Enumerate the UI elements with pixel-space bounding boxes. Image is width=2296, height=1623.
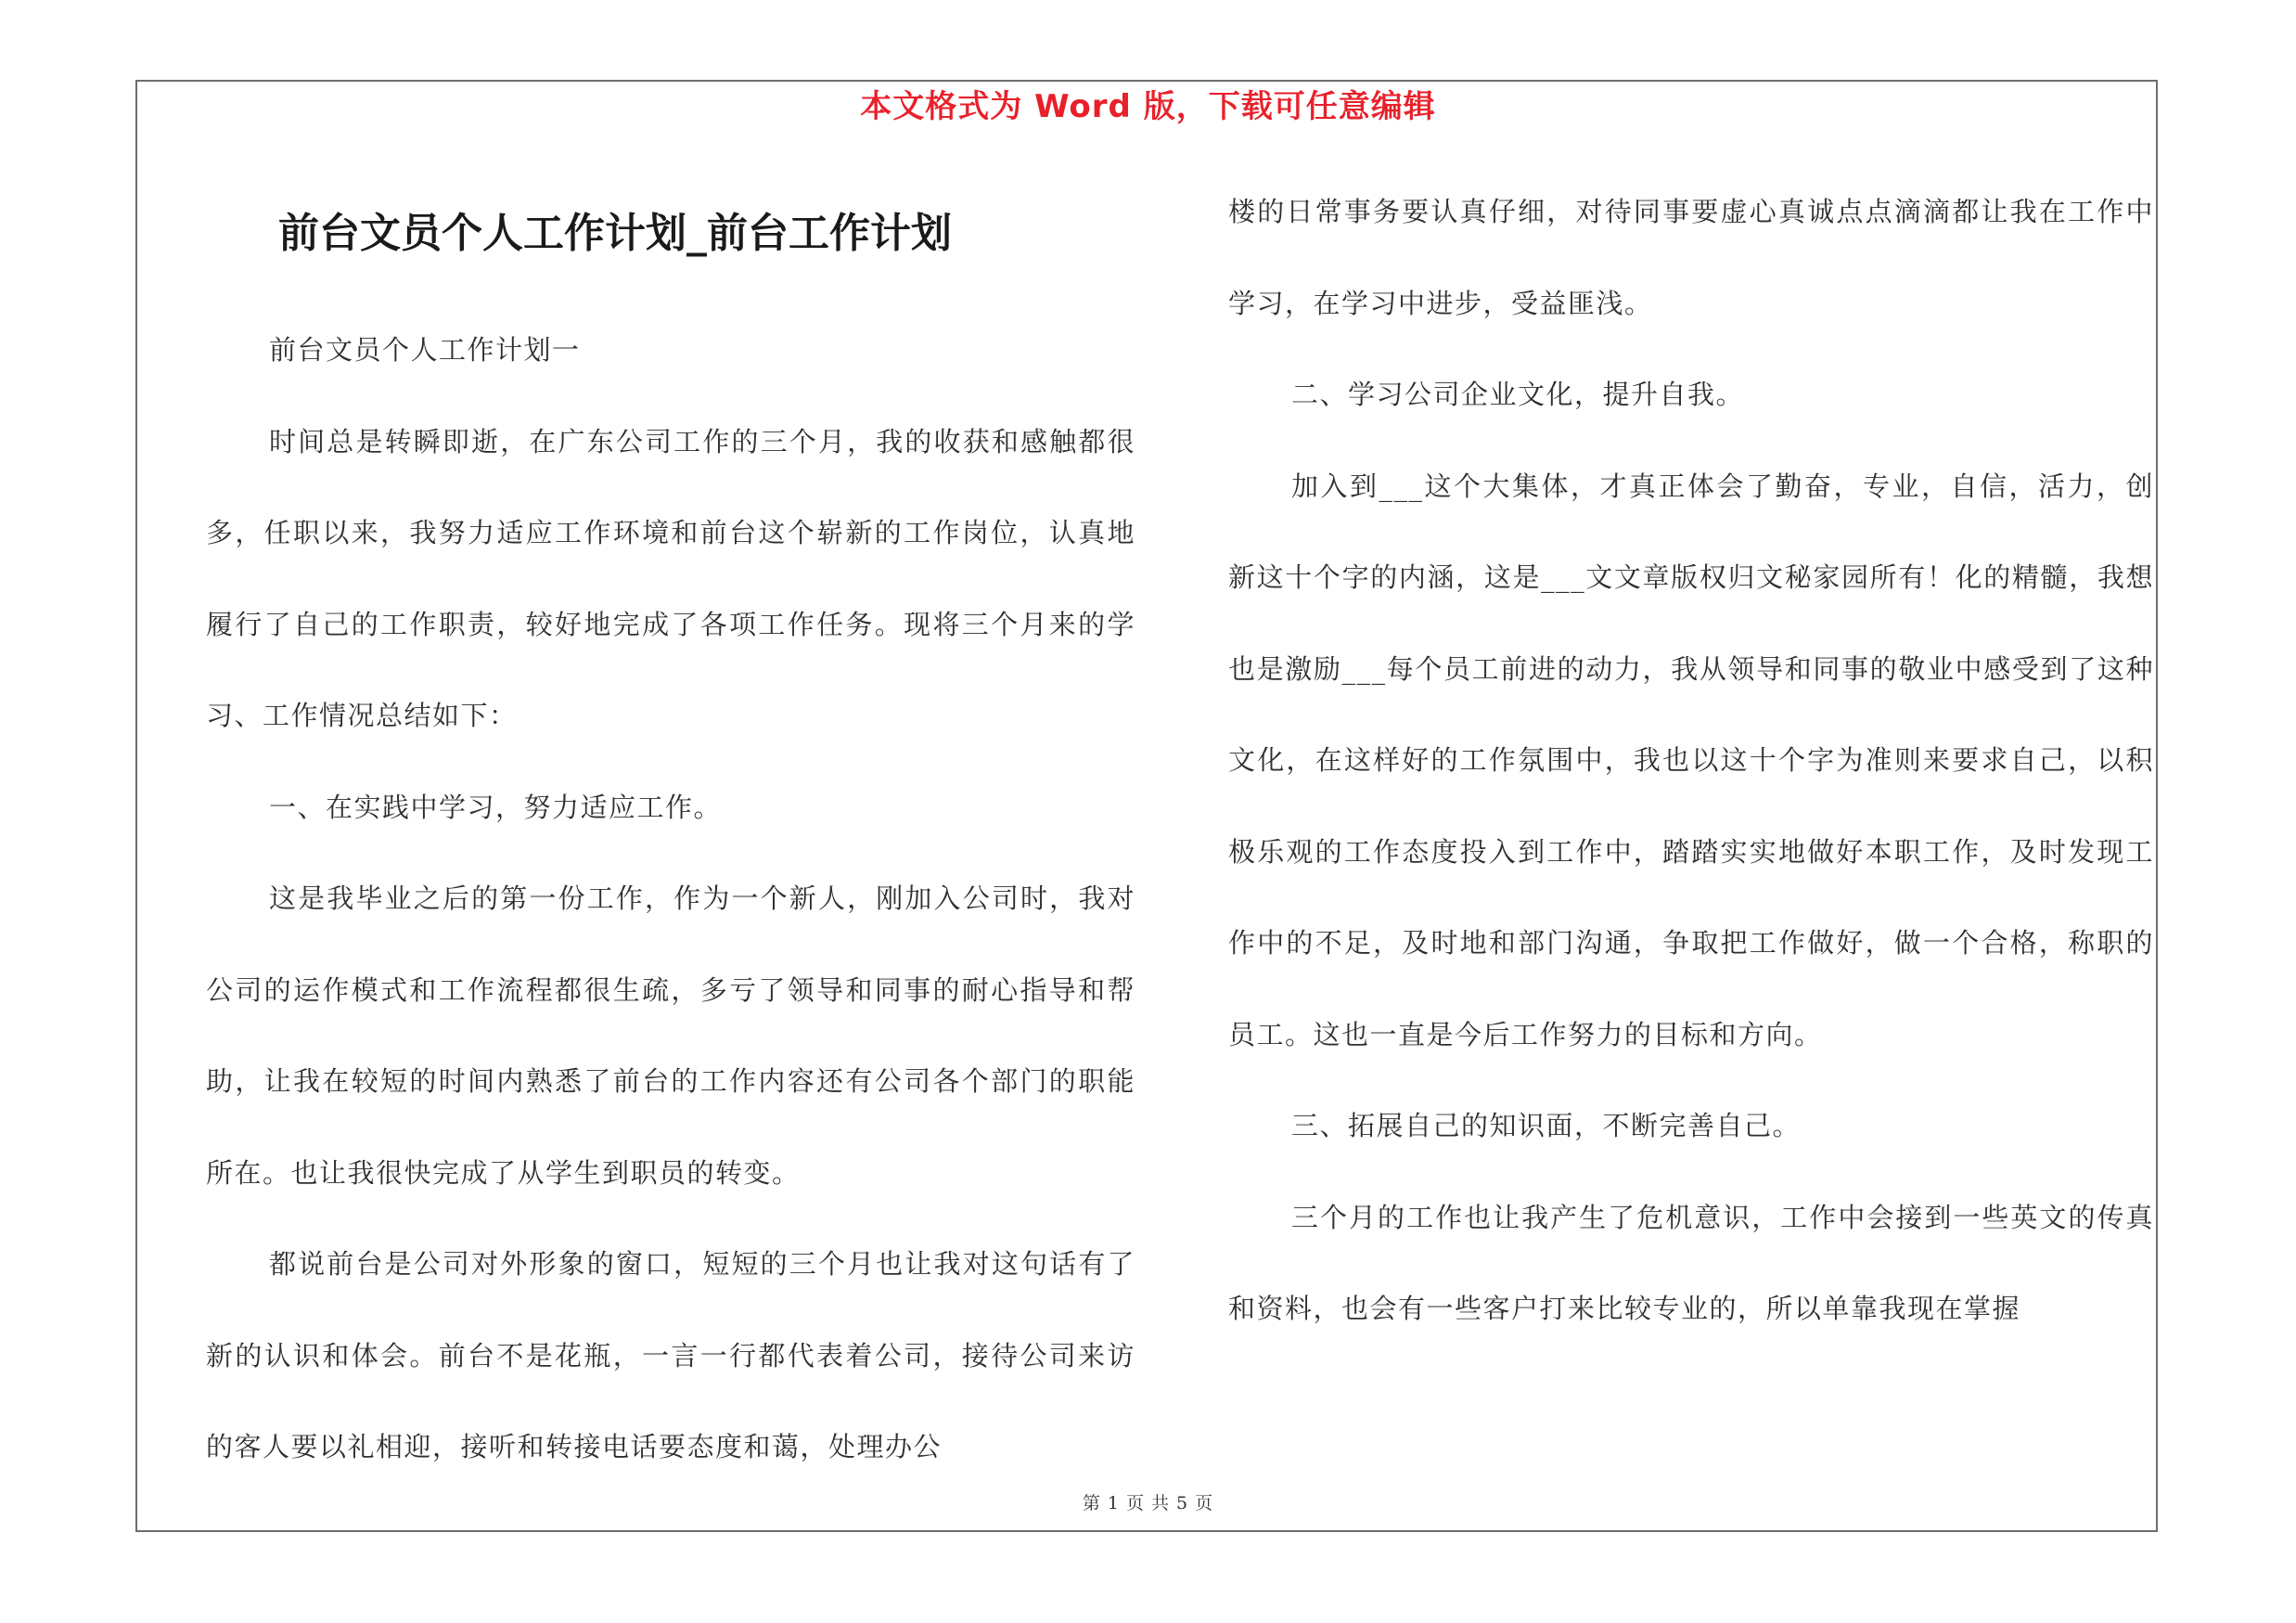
paragraph: 时间总是转瞬即逝，在广东公司工作的三个月，我的收获和感触都很多，任职以来，我努力适应工作环境和前台这个崭新的工作岗位，认真地履行了自己的工作职责，较好地完成了各项工作任务。现将三个月来的学习、工作情况总结如下： bbox=[206, 425, 1135, 731]
paragraph: 三、拓展自己的知识面，不断完善自己。 bbox=[1291, 1110, 1802, 1141]
right-column bbox=[1228, 166, 2154, 1355]
paragraph: 都说前台是公司对外形象的窗口，短短的三个月也让我对这句话有了新的认识和体会。前台不是花瓶，一言一行都代表着公司，接待公司来访的客人要以礼相迎，接听和转接电话要态度和蔼，处理办公 bbox=[206, 1248, 1135, 1462]
paragraph-continued: 楼的日常事务要认真仔细，对待同事要虚心真诚点点滴滴都让我在工作中学习，在学习中进步，受益匪浅。 bbox=[1228, 196, 2154, 319]
page-footer: 第 1 页 共 5 页 bbox=[1082, 1493, 1214, 1514]
paragraph: 前台文员个人工作计划一 bbox=[269, 334, 581, 366]
paragraph: 加入到___这个大集体，才真正体会了勤奋，专业，自信，活力，创新这十个字的内涵，这是___文文章版权归文秘家园所有！化的精髓，我想也是激励___每个员工前进的动力，我从领导和同事的敬业中感受到了这种文化，在这样好的工作氛围中，我也以这十个字为准则来要求自己，以积极乐观的工作态度投入到工作中，踏踏实实地做好本职工作，及时发现工作中的不足，及时地和部门沟通，争取把工作做好，做一个合格，称职的员工。这也一直是今后工作努力的目标和方向。 bbox=[1228, 470, 2154, 1050]
paragraph: 这是我毕业之后的第一份工作，作为一个新人，刚加入公司时，我对公司的运作模式和工作流程都很生疏，多亏了领导和同事的耐心指导和帮助，让我在较短的时间内熟悉了前台的工作内容还有公司各个部门的职能所在。也让我很快完成了从学生到职员的转变。 bbox=[206, 882, 1135, 1189]
paragraph: 一、在实践中学习，努力适应工作。 bbox=[269, 791, 723, 823]
left-column bbox=[206, 304, 1135, 1493]
paragraph: 二、学习公司企业文化，提升自我。 bbox=[1291, 379, 1745, 410]
paragraph: 三个月的工作也让我产生了危机意识，工作中会接到一些英文的传真和资料，也会有一些客户打来比较专业的，所以单靠我现在掌握 bbox=[1228, 1201, 2154, 1324]
format-banner: 本文格式为 Word 版，下载可任意编辑 bbox=[860, 88, 1436, 125]
document-title: 前台文员个人工作计划_前台工作计划 bbox=[278, 210, 952, 257]
